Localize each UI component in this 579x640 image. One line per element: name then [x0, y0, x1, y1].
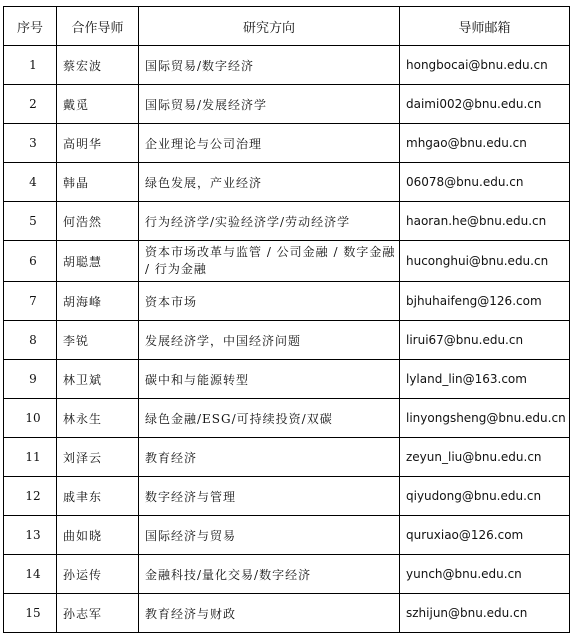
- advisor-name: 韩晶: [57, 163, 139, 202]
- advisor-table: [3, 6, 570, 633]
- table-row: [4, 282, 570, 321]
- research-direction: 绿色发展，产业经济: [139, 163, 400, 202]
- table-row: [4, 46, 570, 85]
- row-index: 1: [4, 46, 57, 85]
- research-direction: 国际贸易/发展经济学: [139, 85, 400, 124]
- advisor-name: 孙运传: [57, 555, 139, 594]
- advisor-name: 曲如晓: [57, 516, 139, 555]
- table-row: [4, 399, 570, 438]
- advisor-name: 林卫斌: [57, 360, 139, 399]
- table-row: [4, 594, 570, 633]
- row-index: 11: [4, 438, 57, 477]
- advisor-name: 蔡宏波: [57, 46, 139, 85]
- advisor-name: 林永生: [57, 399, 139, 438]
- research-direction: 金融科技/量化交易/数字经济: [139, 555, 400, 594]
- row-index: 13: [4, 516, 57, 555]
- research-direction: 行为经济学/实验经济学/劳动经济学: [139, 202, 400, 241]
- research-direction: 数字经济与管理: [139, 477, 400, 516]
- advisor-email: yunch@bnu.edu.cn: [400, 555, 570, 594]
- table-row: [4, 163, 570, 202]
- advisor-email: szhijun@bnu.edu.cn: [400, 594, 570, 633]
- row-index: 3: [4, 124, 57, 163]
- advisor-email: daimi002@bnu.edu.cn: [400, 85, 570, 124]
- advisor-name: 刘泽云: [57, 438, 139, 477]
- advisor-email: mhgao@bnu.edu.cn: [400, 124, 570, 163]
- row-index: 10: [4, 399, 57, 438]
- table-row: [4, 477, 570, 516]
- research-direction: 资本市场改革与监管 / 公司金融 / 数字金融 / 行为金融: [139, 241, 400, 282]
- research-direction: 企业理论与公司治理: [139, 124, 400, 163]
- header-index: 序号: [4, 7, 57, 46]
- table-row: [4, 321, 570, 360]
- row-index: 4: [4, 163, 57, 202]
- advisor-name: 胡聪慧: [57, 241, 139, 282]
- advisor-email: 06078@bnu.edu.cn: [400, 163, 570, 202]
- header-advisor-email: 导师邮箱: [400, 7, 570, 46]
- table-row: [4, 438, 570, 477]
- table-row: [4, 555, 570, 594]
- research-direction: 绿色金融/ESG/可持续投资/双碳: [139, 399, 400, 438]
- advisor-name: 高明华: [57, 124, 139, 163]
- advisor-email: lyland_lin@163.com: [400, 360, 570, 399]
- advisor-email: lirui67@bnu.edu.cn: [400, 321, 570, 360]
- row-index: 15: [4, 594, 57, 633]
- row-index: 8: [4, 321, 57, 360]
- table-row: [4, 516, 570, 555]
- research-direction: 资本市场: [139, 282, 400, 321]
- research-direction: 发展经济学，中国经济问题: [139, 321, 400, 360]
- table-body: [4, 46, 570, 633]
- row-index: 6: [4, 241, 57, 282]
- table-row: [4, 85, 570, 124]
- advisor-email: hongbocai@bnu.edu.cn: [400, 46, 570, 85]
- advisor-name: 孙志军: [57, 594, 139, 633]
- advisor-name: 胡海峰: [57, 282, 139, 321]
- advisor-email: qiyudong@bnu.edu.cn: [400, 477, 570, 516]
- table-row: [4, 360, 570, 399]
- table-row: [4, 241, 570, 282]
- research-direction: 碳中和与能源转型: [139, 360, 400, 399]
- research-direction: 国际经济与贸易: [139, 516, 400, 555]
- row-index: 5: [4, 202, 57, 241]
- row-index: 7: [4, 282, 57, 321]
- advisor-email: quruxiao@126.com: [400, 516, 570, 555]
- advisor-email: linyongsheng@bnu.edu.cn: [400, 399, 570, 438]
- research-direction: 国际贸易/数字经济: [139, 46, 400, 85]
- row-index: 2: [4, 85, 57, 124]
- research-direction: 教育经济: [139, 438, 400, 477]
- advisor-name: 李锐: [57, 321, 139, 360]
- row-index: 14: [4, 555, 57, 594]
- research-direction: 教育经济与财政: [139, 594, 400, 633]
- header-row: [4, 7, 570, 46]
- row-index: 12: [4, 477, 57, 516]
- table-header: [4, 7, 570, 46]
- advisor-name: 戴觅: [57, 85, 139, 124]
- advisor-email: haoran.he@bnu.edu.cn: [400, 202, 570, 241]
- advisor-email: zeyun_liu@bnu.edu.cn: [400, 438, 570, 477]
- row-index: 9: [4, 360, 57, 399]
- advisor-name: 戚聿东: [57, 477, 139, 516]
- header-advisor: 合作导师: [57, 7, 139, 46]
- header-research-direction: 研究方向: [139, 7, 400, 46]
- advisor-email: huconghui@bnu.edu.cn: [400, 241, 570, 282]
- table-row: [4, 202, 570, 241]
- advisor-email: bjhuhaifeng@126.com: [400, 282, 570, 321]
- table-row: [4, 124, 570, 163]
- advisor-name: 何浩然: [57, 202, 139, 241]
